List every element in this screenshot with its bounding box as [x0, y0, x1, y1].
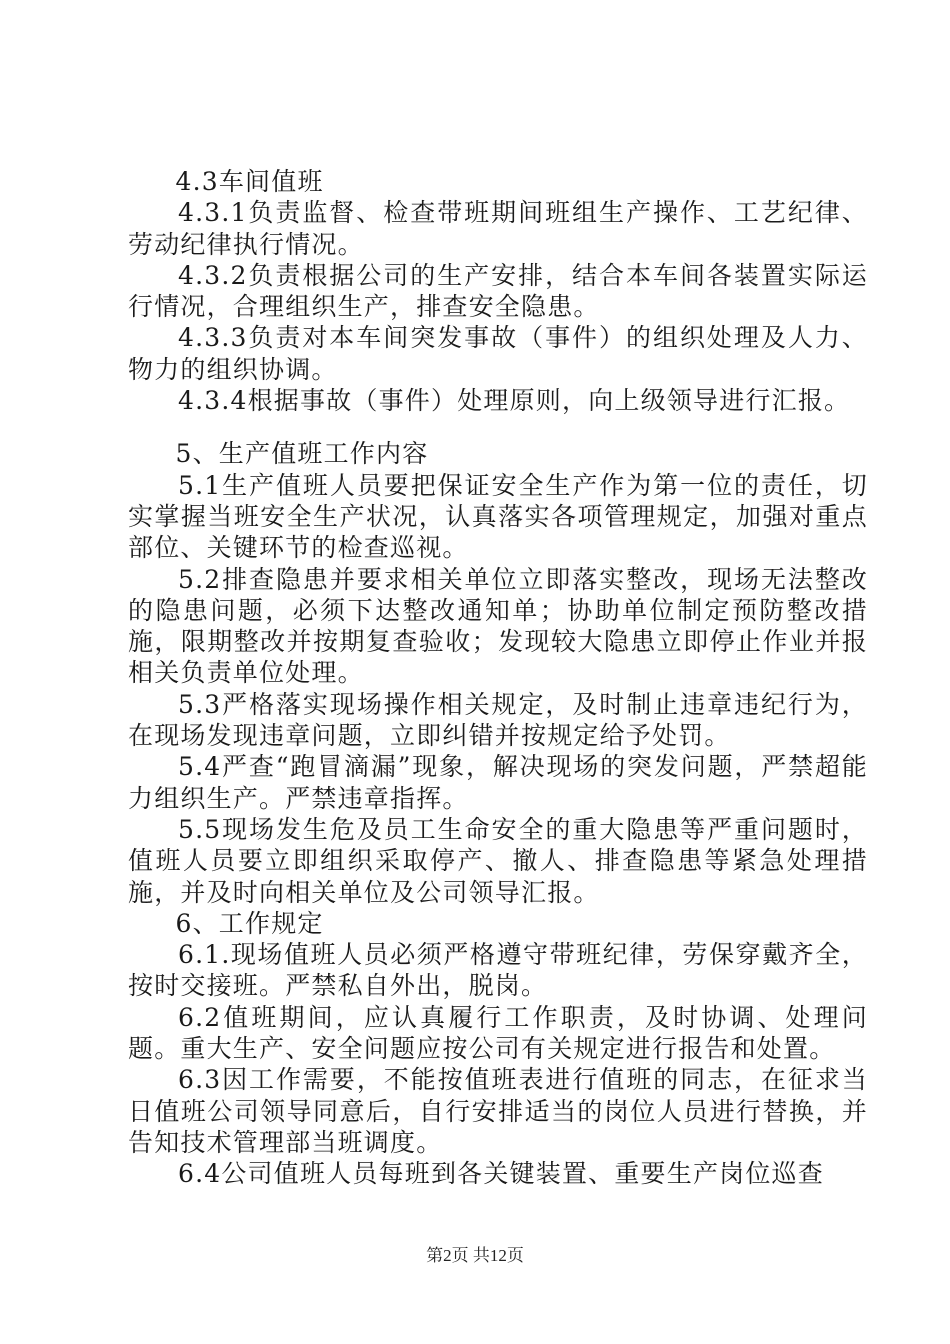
paragraph-6-1: 6.1.现场值班人员必须严格遵守带班纪律，劳保穿戴齐全，按时交接班。严禁私自外出，脱岗。: [128, 940, 868, 1001]
paragraph-5-3: 5.3严格落实现场操作相关规定，及时制止违章违纪行为，在现场发现违章问题，立即纠错并按规定给予处罚。: [128, 689, 868, 751]
paragraph-5-4: 5.4严查“跑冒滴漏”现象，解决现场的突发问题，严禁超能力组织生产。严禁违章指挥。: [128, 752, 868, 813]
section-gap: [128, 416, 868, 438]
paragraph-4-3-4: 4.3.4根据事故（事件）处理原则，向上级领导进行汇报。: [178, 386, 851, 416]
paragraph-6-2: 6.2值班期间，应认真履行工作职责，及时协调、处理问题。重大生产、安全问题应按公司有关规定进行报告和处置。: [128, 1002, 868, 1064]
section-heading-4-3: 4.3车间值班: [175, 167, 324, 196]
paragraph-4-3-1: 4.3.1负责监督、检查带班期间班组生产操作、工艺纪律、劳动纪律执行情况。: [128, 198, 868, 259]
paragraph-5-1: 5.1生产值班人员要把保证安全生产作为第一位的责任，切实掌握当班安全生产状况，认真落实各项管理规定，加强对重点部位、关键环节的检查巡视。: [128, 470, 868, 563]
paragraph-5-2: 5.2排查隐患并要求相关单位立即落实整改，现场无法整改的隐患问题，必须下达整改通知单；协助单位制定预防整改措施，限期整改并按期复查验收；发现较大隐患立即停止作业并报相关负责单位处理。: [128, 564, 868, 688]
document-body: [128, 166, 868, 1190]
paragraph-6-3: 6.3因工作需要，不能按值班表进行值班的同志，在征求当日值班公司领导同意后，自行安排适当的岗位人员进行替换，并告知技术管理部当班调度。: [128, 1065, 868, 1157]
paragraph-6-4: 6.4公司值班人员每班到各关键装置、重要生产岗位巡查: [178, 1159, 824, 1189]
paragraph-4-3-2: 4.3.2负责根据公司的生产安排，结合本车间各装置实际运行情况，合理组织生产，排查安全隐患。: [128, 260, 868, 322]
paragraph-5-5: 5.5现场发生危及员工生命安全的重大隐患等严重问题时，值班人员要立即组织采取停产、撤人、排查隐患等紧急处理措施，并及时向相关单位及公司领导汇报。: [128, 814, 868, 907]
section-heading-5: 5、生产值班工作内容: [175, 439, 429, 469]
page-number-footer: 第2页 共12页: [426, 1246, 524, 1265]
section-heading-6: 6、工作规定: [175, 908, 324, 938]
paragraph-4-3-3: 4.3.3负责对本车间突发事故（事件）的组织处理及人力、物力的组织协调。: [128, 323, 868, 384]
